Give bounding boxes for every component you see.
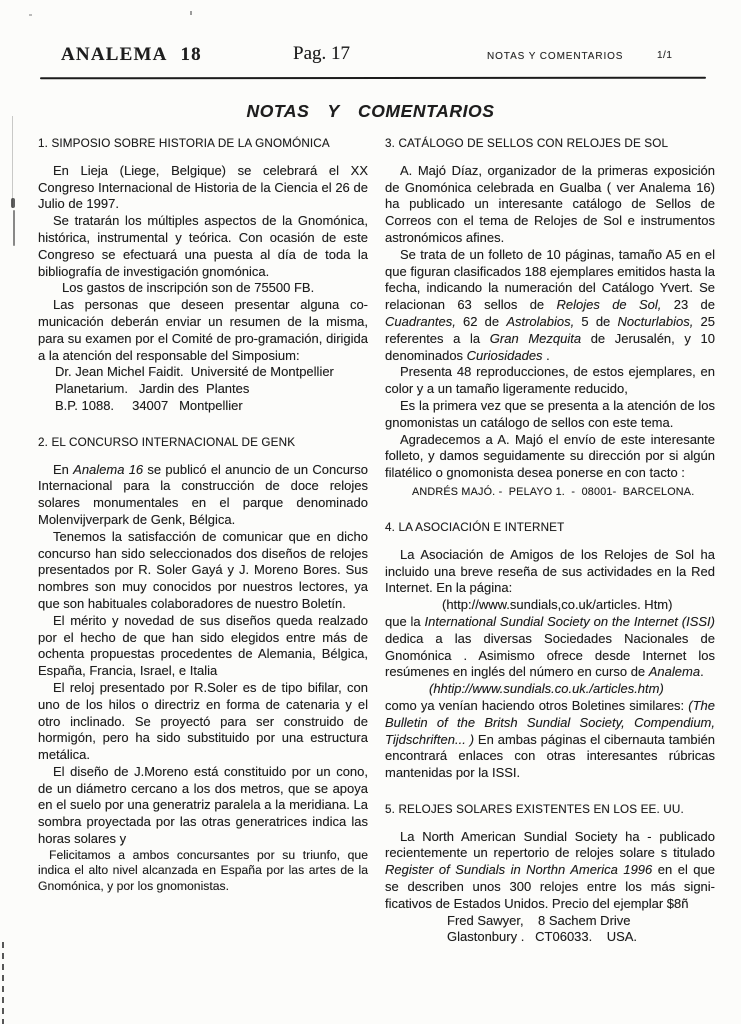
sheet-number: 1/1 (657, 50, 673, 61)
address-line: Dr. Jean Michel Faidit. Université de Montpellier (55, 364, 334, 380)
paragraph: Agradecemos a A. Majó el envío de este interesante folleto, y damos seguidamente su dirección por si algún filatélico o gnomonista desea ponerse en con tacto : (385, 431, 715, 481)
section-heading: 5. RELOJES SOLARES EXISTENTES EN LOS EE. UU. (385, 802, 684, 816)
url-line: (http://www.sundials,co.uk/articles. Htm) (442, 597, 673, 613)
paragraph: como ya venían haciendo otros Boletines similares: (The Bulletin of the Britsh Sundial Society, Compendium, Tijdschriften... ) En ambas páginas el cibernauta también encontrará enlaces con otras interesantes rúbricas mantenidas por la ISSI. (385, 697, 715, 781)
address-line: Glastonbury . CT06033. USA. (447, 929, 638, 945)
page-number: Pag. 17 (293, 43, 350, 64)
paragraph: La Asociación de Amigos de los Relojes de Sol ha incluido una breve reseña de sus actividades en la Red Internet. En la página: (385, 546, 715, 596)
section-heading: 3. CATÁLOGO DE SELLOS CON RELOJES DE SOL (385, 137, 669, 150)
paragraph: Se tratarán los múltiples aspectos de la Gnomónica, histórica, instrumental y teórica. Con ocasión de este Congreso se efectuará una puesta al día de toda la bibliografía de investigación gnomónica. (38, 213, 368, 279)
paragraph: La North American Sundial Society ha - publicado recientemente un repertorio de relojes solare s titulado Register of Sundials in Northn America 1996 en el que se describen unos 300 relojes entre los más signi-ficativos de Estados Unidos. Precio del ejemplar $8ñ (385, 828, 715, 911)
paragraph: Felicitamos a ambos concursantes por su triunfo, que indica el alto nivel alcanzada en España por las artes de la Gnomónica, y por los gnomonistas. (38, 847, 368, 893)
paragraph: Las personas que deseen presentar alguna co-municación deberán enviar un resumen de la misma, para su examen por el Comité de pro-gramación, dirigida a la atención del responsable del Simposium: (38, 297, 368, 363)
scan-artifact (11, 198, 15, 208)
page-header (0, 0, 741, 80)
note-section (38, 435, 368, 894)
two-column-body (38, 136, 715, 966)
page-title: NOTAS Y COMENTARIOS (246, 101, 495, 121)
header-rule (40, 77, 706, 80)
paragraph: que la International Sundial Society on the Internet (ISSI) dedica a las diversas Sociedades Nacionales de Gnomónica . Asimismo ofrece desde Internet los resúmenes en inglés del número en curso de Analema. (385, 613, 715, 680)
paragraph: Tenemos la satisfacción de comunicar que en dicho concurso han sido seleccionados dos diseños de relojes presentados por R. Soler Gayá y J. Moreno Bores. Sus nombres son muy conocidos por nuestros lectores, ya que son habituales colaboradores de nuestro Boletín. (38, 528, 368, 611)
paragraph: El diseño de J.Moreno está constituido por un cono, de un diámetro cercano a los dos metros, que se apoya en el suelo por una generatriz paralela a la meridiana. La sombra proyectada por las otras generatrices indica las horas solares y (38, 763, 368, 847)
section-heading: 2. EL CONCURSO INTERNACIONAL DE GENK (38, 435, 296, 449)
paragraph: En Analema 16 se publicó el anuncio de un Concurso Internacional para la construcción de doce relojes solares monumentales en el parque denominado Molenvijverpark de Genk, Bélgica. (38, 461, 368, 527)
paragraph: El reloj presentado por R.Soler es de tipo bifilar, con uno de los hilos o directriz en forma de catenaria y el otro inclinado. Se proyectó para ser construido de hormigón, pero ha sido substituido por una estructura metálica. (38, 679, 368, 763)
address-line: Fred Sawyer, 8 Sachem Drive (447, 912, 631, 928)
note-section (385, 520, 715, 782)
paragraph: A. Majó Díaz, organizador de la primeras exposición de Gnomónica celebrada en Gualba ( ver Analema 16) ha publicado un interesante catálogo de Sellos de Correos con el tema de Relojes de Sol e instrumentos astronómicos afines. (385, 162, 715, 245)
journal-title: ANALEMA 18 (61, 44, 202, 65)
note-section (385, 136, 715, 500)
paragraph: El mérito y novedad de sus diseños queda realzado por el hecho de que han sido elegidos entre más de ochenta propuestas procedentes de Alemania, Bélgica, España, Francia, Israel, e Italia (38, 612, 368, 679)
paragraph: En Lieja (Liege, Belgique) se celebrará el XX Congreso Internacional de Historia de la Ciencia el 26 de Julio de 1997. (38, 162, 368, 212)
address-line: ANDRÉS MAJÓ. - PELAYO 1. - 08001- BARCELONA. (412, 485, 695, 498)
paragraph: Es la primera vez que se presenta a la atención de los gnomonistas un catálogo de sellos con este tema. (385, 397, 715, 430)
url-line: (hhtip://www.sundials.co.uk./articles.htm) (429, 681, 664, 697)
scan-artifact (12, 116, 13, 208)
header-section-label: NOTAS Y COMENTARIOS (487, 51, 624, 62)
section-heading: 4. LA ASOCIACIÓN E INTERNET (385, 520, 565, 534)
left-column (38, 136, 368, 914)
note-section (385, 802, 715, 946)
paragraph: Los gastos de inscripción son de 75500 FB. (62, 280, 315, 296)
note-section (38, 136, 368, 415)
right-column (385, 136, 715, 966)
section-heading: 1. SIMPOSIO SOBRE HISTORIA DE LA GNOMÓNICA (38, 137, 330, 150)
address-line: Planetarium. Jardin des Plantes (55, 381, 250, 397)
paragraph: Se trata de un folleto de 10 páginas, tamaño A5 en el que figuran clasificados 188 ejemplares emitidos hasta la fecha, indicando la numeración del Catálogo Yvert. Se relacionan 63 sellos de Relojes de Sol, 23 de Cuadrantes, 62 de Astrolabios, 5 de Nocturlabios, 25 referentes a la Gran Mezquita de Jerusalén, y 10 denominados Curiosidades . (385, 246, 716, 363)
scan-artifact (2, 942, 4, 1024)
address-line: B.P. 1088. 34007 Montpellier (55, 397, 243, 413)
paragraph: Presenta 48 reproducciones, de estos ejemplares, en color y a un tamaño ligeramente reducido, (385, 364, 715, 397)
scan-artifact (13, 210, 15, 246)
